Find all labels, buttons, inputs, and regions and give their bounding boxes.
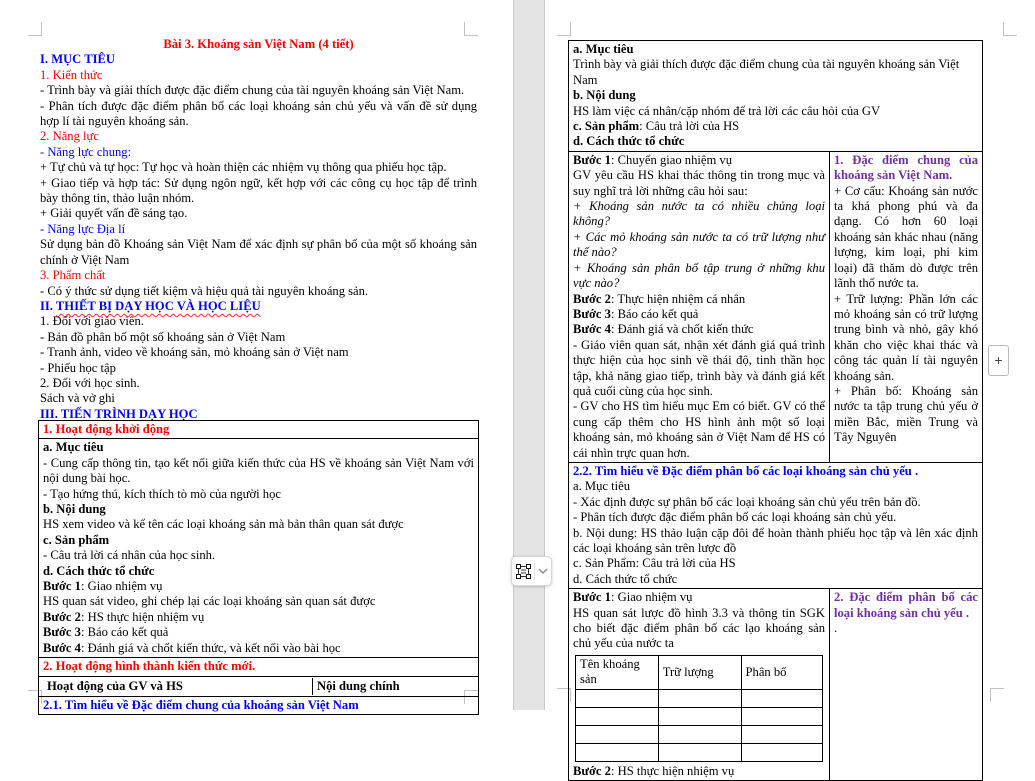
- text-line: - Năng lực Địa lí: [40, 221, 126, 236]
- text-line: HS quan sát video, ghi chép lại các loại khoáng sản quan sát được: [43, 594, 376, 609]
- text-line: Bước 3: Báo cáo kết quả: [573, 306, 699, 321]
- mineral-worksheet-table: [575, 655, 823, 762]
- text-line: GV yêu cầu HS khai thác thông tin trong mục và suy nghĩ trả lời những câu hỏi sau:: [573, 168, 825, 198]
- text-line: Bước 2: HS thực hiện nhiệm vụ: [573, 763, 735, 778]
- text-line: 1. Đối với giáo viên.: [40, 314, 144, 329]
- text-line: Bước 2: HS thực hiện nhiệm vụ: [43, 609, 205, 624]
- document-page-right: [545, 0, 1035, 778]
- text-line: III. TIẾN TRÌNH DẠY HỌC: [40, 406, 198, 421]
- text-line: a. Mục tiêu: [43, 440, 104, 455]
- text-line: b. Nội dung: [573, 88, 636, 103]
- text-line: b. Nội dung: [43, 502, 106, 517]
- text-line: II. THIẾT BỊ DẠY HỌC VÀ HỌC LIỆU: [40, 298, 261, 313]
- text-line: 1. Đặc điểm chung của khoáng sản Việt Nam.: [834, 152, 978, 183]
- add-button[interactable]: [988, 345, 1009, 376]
- text-line: 3. Phẩm chất: [40, 268, 106, 283]
- text-line: Sách và vở ghi: [40, 391, 115, 406]
- lesson-plan-intro-text: [40, 37, 477, 422]
- steps-row-2-1: [569, 151, 982, 462]
- text-line: Bước 2: Thực hiện nhiệm cá nhân: [573, 291, 746, 306]
- text-line: Bước 4: Đánh giá và chốt kiến thức, và kết nối vào bài học: [43, 640, 341, 655]
- crop-mark-top-right: [464, 22, 478, 36]
- header-phan-bo: Phân bố: [741, 655, 822, 689]
- main-content-cell-2: [830, 589, 982, 780]
- text-line: a. Mục tiêu: [573, 42, 634, 56]
- text-line: - Có ý thức sử dụng tiết kiệm và hiệu quả tài nguyên khoáng sản.: [40, 283, 369, 298]
- table-row: [576, 689, 823, 707]
- text-line: - Tranh ảnh, video về khoáng sản, mỏ khoáng sản ở Việt nam: [40, 345, 349, 360]
- text-line: - Phân tích được đặc điểm phân bố các loại khoáng sản chủ yếu và vấn đề sử dụng hợp lí tài nguyên khoáng sản.: [40, 98, 477, 129]
- text-line: + Khoáng sản phân bố tập trung ở những khu vực nào?: [573, 260, 825, 291]
- table-row: [576, 725, 823, 743]
- text-line: b. Nội dung: HS thảo luận cặp đôi để hoàn thành phiếu học tập và lên xác định các loại khoáng sản trên lược đồ: [573, 525, 978, 555]
- text-line: Sử dụng bản đồ Khoáng sản Việt Nam để xác định sự phân bố của một số khoáng sản chính ở Việt Nam: [40, 237, 477, 267]
- table-select-icon[interactable]: [512, 564, 534, 579]
- header-ten-khoang-san: Tên khoáng sản: [576, 655, 659, 689]
- gv-hs-activity-cell: [569, 152, 830, 462]
- text-line: + Cơ cấu: Khoáng sản nước ta khá phong phú và đa dạng. Có hơn 60 loại khoáng sản khác nhau (năng lượng, kim loại, phi kim loại) đã thăm dò được trên lãnh thổ nước ta.: [834, 183, 978, 291]
- crop-mark-top-left: [557, 22, 571, 36]
- table-options-widget[interactable]: [511, 556, 552, 586]
- text-line: - Phiếu học tập: [40, 360, 116, 375]
- text-line: Trình bày và giải thích được đặc điểm chung của tài nguyên khoáng sản Việt Nam: [573, 57, 960, 87]
- text-line: + Phân bố: Khoáng sản nước ta tập trung chủ yếu ở miền Bắc, miền Trung và Tây Nguyên: [834, 383, 978, 445]
- text-line: - Phân tích được đặc điểm phân bố các loại khoáng sản chủ yếu.: [573, 510, 897, 525]
- text-line: + Trữ lượng: Phần lớn các mỏ khoáng sản có trữ lượng trung bình và nhỏ, gây khó khăn cho việc khai thác và công tác quản lí tài nguyên khoáng sản.: [834, 291, 978, 383]
- col-header-gv-hs: Hoạt động của GV và HS: [43, 678, 313, 695]
- text-line: - Tạo hứng thú, kích thích tò mò của người học: [43, 486, 281, 501]
- text-line: c. Sản phẩm: Câu trả lời của HS: [573, 119, 740, 134]
- text-line: - Cung cấp thông tin, tạo kết nối giữa kiến thức của HS về khoáng sản Việt Nam với nội dung bài học.: [43, 455, 474, 486]
- activity1-title-row: [39, 421, 478, 438]
- section-2-2-row: [569, 462, 982, 588]
- page-gap: [513, 0, 545, 710]
- activity-table-continued: [568, 40, 983, 781]
- text-line: 2.2. Tìm hiểu về Đặc điểm phân bố các loại khoáng sản chủ yếu .: [573, 463, 919, 478]
- text-line: HS làm việc cá nhân/cặp nhóm để trả lời các câu hỏi của GV: [573, 103, 881, 118]
- text-line: + Khoáng sản nước ta có nhiều chủng loại không?: [573, 199, 825, 229]
- text-line: Bước 3: Báo cáo kết quả: [43, 625, 169, 640]
- activity2-title-row: [39, 657, 478, 675]
- text-line: + Các mỏ khoáng sản nước ta có trữ lượng như thế nào?: [573, 229, 825, 260]
- text-line: - Câu trả lời cá nhân của học sinh.: [43, 548, 216, 563]
- chevron-down-icon[interactable]: [535, 567, 551, 575]
- table-header-row: [576, 655, 823, 689]
- text-line: 1. Hoạt động khởi động: [43, 422, 170, 436]
- text-line: 2. Hoạt động hình thành kiến thức mới.: [43, 659, 256, 674]
- text-line: 2. Đặc điểm phân bố các loại khoáng sản chủ yếu .: [834, 590, 978, 620]
- text-line: Bài 3. Khoáng sản Việt Nam (4 tiết): [163, 37, 354, 51]
- text-line: - Trình bày và giải thích được đặc điểm chung của tài nguyên khoáng sản Việt Nam.: [40, 83, 465, 98]
- plus-icon: +: [994, 351, 1003, 368]
- text-line: - Giáo viên quan sát, nhận xét đánh giá quá trình thực hiện của học sinh về thái độ, tinh thần học tập, khả năng giao tiếp, trình bày và đánh giá kết quả cuối cùng của học sinh.: [573, 337, 825, 398]
- steps-row-2-2: [569, 588, 982, 780]
- text-line: 1. Kiến thức: [40, 67, 103, 82]
- text-line: c. Sản Phẩm: Câu trả lời của HS: [573, 556, 736, 571]
- text-line: - GV cho HS tìm hiểu mục Em có biết. GV có thể cung cấp thêm cho HS hình ảnh một số loại khoáng sản, mỏ khoáng sản ở Việt Nam để HS có cái nhìn trực quan hơn.: [573, 399, 825, 460]
- crop-mark-top-left: [28, 22, 42, 36]
- text-line: Bước 1: Giao nhiệm vụ: [43, 579, 163, 594]
- text-line: - Năng lực chung:: [40, 144, 132, 159]
- text-line: Bước 1: Chuyển giao nhiệm vụ: [573, 152, 732, 167]
- text-line: Bước 4: Đánh giá và chốt kiến thức: [573, 322, 754, 337]
- document-page-left: [0, 0, 513, 710]
- text-line: d. Cách thức tổ chức: [573, 134, 685, 149]
- activity1-content-row: [39, 438, 478, 657]
- text-line: - Bản đồ phân bố một số khoáng sản ở Việt Nam: [40, 329, 286, 344]
- header-tru-luong: Trữ lượng: [658, 655, 741, 689]
- table-row: [576, 743, 823, 761]
- col-header-noi-dung: Nội dung chính: [317, 678, 400, 693]
- text-line: I. MỤC TIÊU: [40, 52, 115, 67]
- column-header-row: [39, 676, 478, 696]
- gv-hs-activity-cell-2: [569, 589, 830, 780]
- text-line: a. Mục tiêu: [573, 479, 631, 494]
- text-line: HS xem video và kể tên các loại khoáng sản mà bản thân quan sát được: [43, 517, 404, 532]
- text-line: 2. Đối với học sinh.: [40, 375, 140, 390]
- text-line: 2. Năng lực: [40, 129, 99, 144]
- section-2-1-row: [39, 696, 478, 714]
- text-line: - Xác định được sự phân bố các loại khoáng sản chủ yếu trên bản đồ.: [573, 494, 921, 509]
- main-content-cell: [830, 152, 982, 462]
- text-line: Bước 1: Giao nhiệm vụ: [573, 590, 693, 605]
- text-line: + Giao tiếp và hợp tác: Sử dụng ngôn ngữ, kết hợp với các công cụ học tập để trình bày thông tin, thảo luận nhóm.: [40, 175, 477, 206]
- text-line: 2.1. Tìm hiểu về Đặc điểm chung của khoáng sản Việt Nam: [43, 697, 359, 712]
- text-line: c. Sản phẩm: [43, 532, 110, 547]
- text-line: .: [834, 621, 838, 636]
- text-line: d. Cách thức tổ chức: [43, 563, 155, 578]
- text-line: + Tự chủ và tự học: Tự học và hoàn thiện các nhiệm vụ thông qua phiếu học tập.: [40, 160, 447, 175]
- crop-mark-top-right: [1003, 22, 1017, 36]
- text-line: + Giải quyết vấn đề sáng tạo.: [40, 206, 188, 221]
- text-line: d. Cách thức tổ chức: [573, 571, 678, 586]
- crop-mark-bottom-right: [990, 688, 1004, 702]
- text-line: HS quan sát lược đồ hình 3.3 và thông tin SGK cho biết đặc điểm phân bố các lạo khoáng sản chủ yếu của nước ta: [573, 605, 825, 651]
- activity-table: [38, 420, 479, 715]
- objectives-row: [569, 41, 982, 151]
